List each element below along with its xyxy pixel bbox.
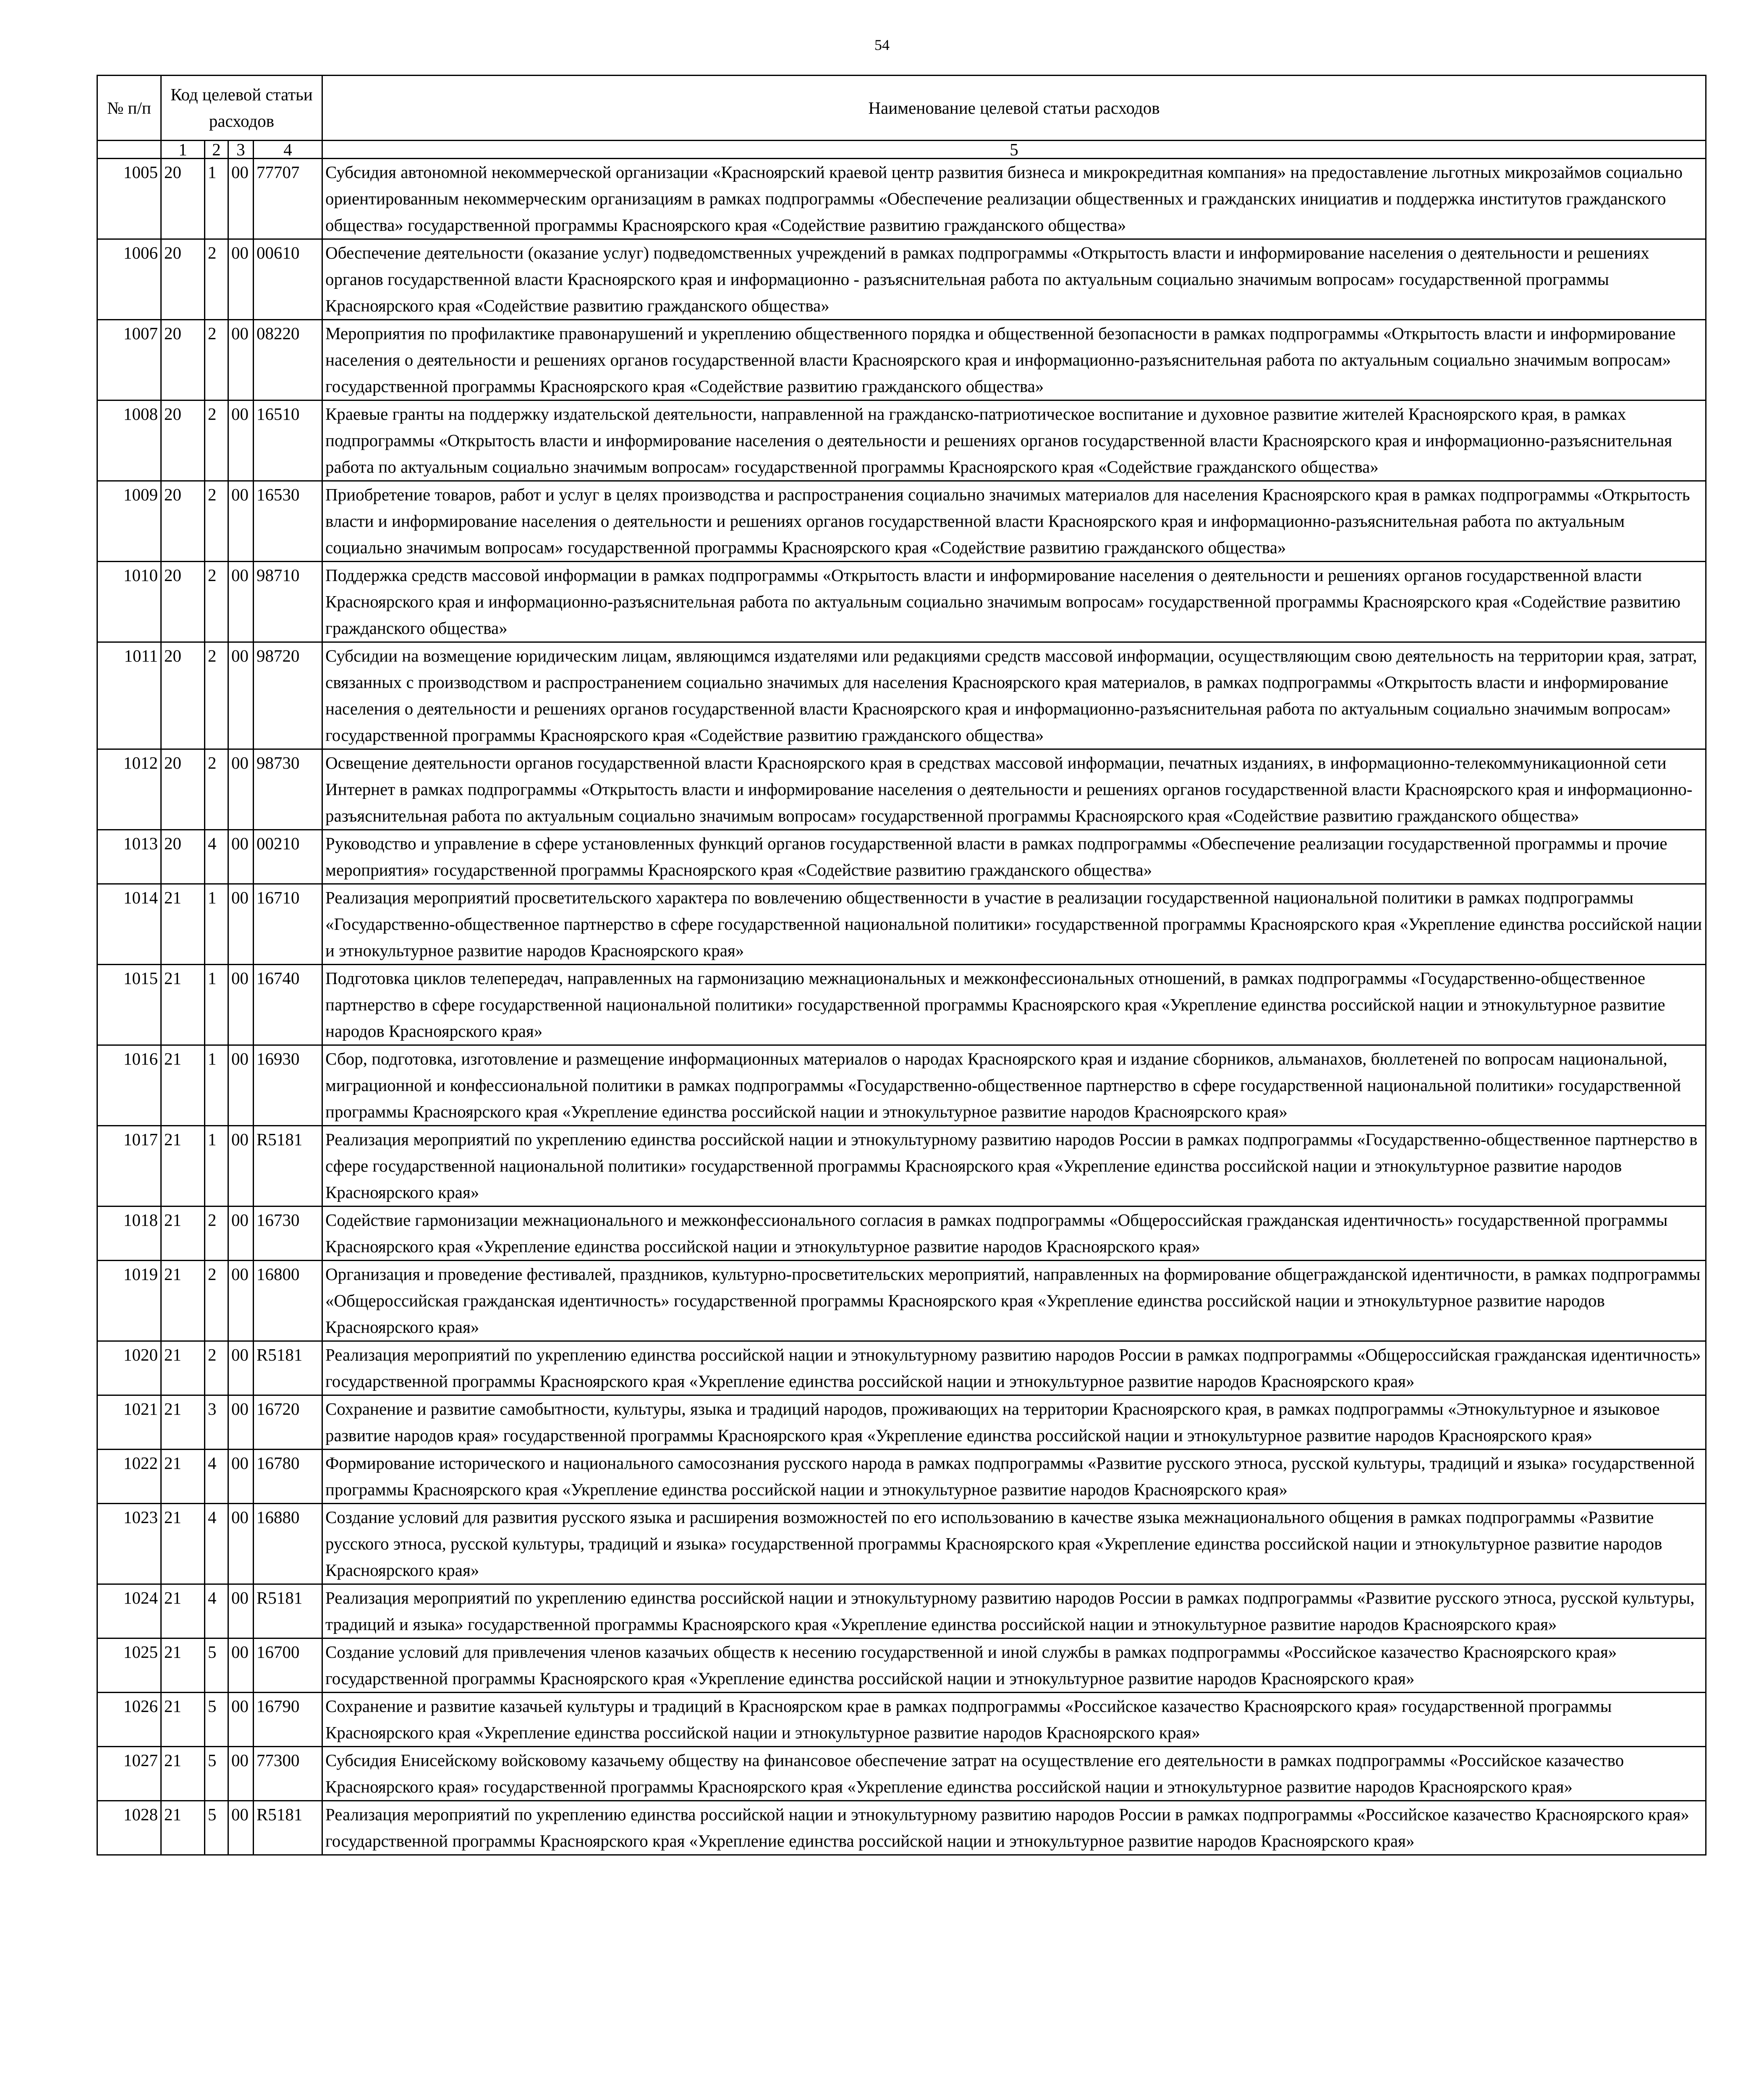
code-part-4: R5181 (254, 1341, 322, 1395)
row-number: 1005 (97, 159, 161, 239)
expense-name: Руководство и управление в сфере установленных функций органов государственной власти в рамках подпрограммы «Обеспечение реализации государственной программы и прочие мероприятия» государственной программы Красноярского края «Содействие развитию гражданского общества» (322, 830, 1706, 884)
code-part-2: 2 (205, 642, 228, 749)
code-part-1: 21 (161, 1693, 205, 1747)
expense-name: Содействие гармонизации межнационального и межконфессионального согласия в рамках подпрограммы «Общероссийская гражданская идентичность» государственной программы Красноярского края «Укрепление единства российской нации и этнокультурное развитие народов Красноярского края» (322, 1207, 1706, 1261)
row-number: 1010 (97, 562, 161, 642)
header-col-number-4: 4 (254, 141, 322, 159)
code-part-2: 2 (205, 562, 228, 642)
table-row (97, 1207, 1706, 1261)
code-part-2: 2 (205, 481, 228, 562)
code-part-3: 00 (228, 965, 254, 1045)
code-part-3: 00 (228, 1207, 254, 1261)
table-row (97, 1126, 1706, 1207)
row-number: 1018 (97, 1207, 161, 1261)
code-part-4: 16530 (254, 481, 322, 562)
code-part-2: 3 (205, 1395, 228, 1450)
table-row (97, 562, 1706, 642)
row-number: 1012 (97, 749, 161, 830)
code-part-1: 20 (161, 562, 205, 642)
code-part-4: 16740 (254, 965, 322, 1045)
code-part-3: 00 (228, 830, 254, 884)
code-part-2: 2 (205, 320, 228, 400)
table-row (97, 1261, 1706, 1341)
code-part-1: 21 (161, 965, 205, 1045)
table-row (97, 1450, 1706, 1504)
code-part-4: 98730 (254, 749, 322, 830)
code-part-1: 20 (161, 642, 205, 749)
code-part-2: 1 (205, 1045, 228, 1126)
row-number: 1026 (97, 1693, 161, 1747)
expense-name: Субсидия автономной некоммерческой организации «Красноярский краевой центр развития бизнеса и микрокредитная компания» на предоставление льготных микрозаймов социально ориентированным некоммерческим организациям в рамках подпрограммы «Обеспечение реализации общественных и гражданских инициатив и поддержка институтов гражданского общества» государственной программы Красноярского края «Содействие развитию гражданского общества» (322, 159, 1706, 239)
code-part-4: 16780 (254, 1450, 322, 1504)
code-part-4: 16720 (254, 1395, 322, 1450)
expense-name: Реализация мероприятий по укреплению единства российской нации и этнокультурному развитию народов России в рамках подпрограммы «Российское казачество Красноярского края» государственной программы Красноярского края «Укрепление единства российской нации и этнокультурное развитие народов Красноярского края» (322, 1801, 1706, 1855)
code-part-1: 21 (161, 1638, 205, 1693)
table-row (97, 1341, 1706, 1395)
expense-name: Мероприятия по профилактике правонарушений и укреплению общественного порядка и общественной безопасности в рамках подпрограммы «Открытость власти и информирование населения о деятельности и решениях органов государственной власти Красноярского края и информационно-разъяснительная работа по актуальным социально значимым вопросам» государственной программы Красноярского края «Содействие развитию гражданского общества» (322, 320, 1706, 400)
table-row (97, 830, 1706, 884)
table-row (97, 1801, 1706, 1855)
code-part-4: 16710 (254, 884, 322, 965)
header-expense-name: Наименование целевой статьи расходов (322, 76, 1706, 141)
code-part-3: 00 (228, 1341, 254, 1395)
table-row (97, 320, 1706, 400)
expense-name: Формирование исторического и национального самосознания русского народа в рамках подпрограммы «Развитие русского этноса, русской культуры, традиций и языка» государственной программы Красноярского края «Укрепление единства российской нации и этнокультурное развитие народов Красноярского края» (322, 1450, 1706, 1504)
table-row (97, 1638, 1706, 1693)
table-row (97, 1747, 1706, 1801)
expense-name: Создание условий для привлечения членов казачьих обществ к несению государственной и иной службы в рамках подпрограммы «Российское казачество Красноярского края» государственной программы Красноярского края «Укрепление единства российской нации и этнокультурное развитие народов Красноярского края» (322, 1638, 1706, 1693)
code-part-4: 16930 (254, 1045, 322, 1126)
code-part-1: 20 (161, 400, 205, 481)
row-number: 1014 (97, 884, 161, 965)
code-part-2: 5 (205, 1801, 228, 1855)
code-part-3: 00 (228, 400, 254, 481)
row-number: 1006 (97, 239, 161, 320)
row-number: 1020 (97, 1341, 161, 1395)
row-number: 1007 (97, 320, 161, 400)
header-col-number-3: 3 (228, 141, 254, 159)
code-part-1: 21 (161, 1045, 205, 1126)
table-row (97, 1693, 1706, 1747)
row-number: 1022 (97, 1450, 161, 1504)
code-part-3: 00 (228, 1584, 254, 1638)
code-part-2: 2 (205, 400, 228, 481)
row-number: 1013 (97, 830, 161, 884)
code-part-1: 21 (161, 1450, 205, 1504)
row-number: 1009 (97, 481, 161, 562)
target-expense-table (97, 75, 1706, 1856)
code-part-3: 00 (228, 1693, 254, 1747)
row-number: 1011 (97, 642, 161, 749)
code-part-3: 00 (228, 1638, 254, 1693)
expense-name: Освещение деятельности органов государственной власти Красноярского края в средствах массовой информации, печатных изданиях, в информационно-телекоммуникационной сети Интернет в рамках подпрограммы «Открытость власти и информирование населения о деятельности и решениях органов государственной власти Красноярского края и информационно-разъяснительная работа по актуальным социально значимым вопросам» государственной программы Красноярского края «Содействие развитию гражданского общества» (322, 749, 1706, 830)
code-part-1: 20 (161, 239, 205, 320)
code-part-4: 16790 (254, 1693, 322, 1747)
expense-name: Приобретение товаров, работ и услуг в целях производства и распространения социально значимых материалов для населения Красноярского края в рамках подпрограммы «Открытость власти и информирование населения о деятельности и решениях органов государственной власти Красноярского края и информационно-разъяснительная работа по актуальным социально значимым вопросам» государственной программы Красноярского края «Содействие развитию гражданского общества» (322, 481, 1706, 562)
code-part-4: 08220 (254, 320, 322, 400)
expense-name: Сохранение и развитие казачьей культуры и традиций в Красноярском крае в рамках подпрограммы «Российское казачество Красноярского края» государственной программы Красноярского края «Укрепление единства российской нации и этнокультурное развитие народов Красноярского края» (322, 1693, 1706, 1747)
code-part-3: 00 (228, 1126, 254, 1207)
code-part-4: 00610 (254, 239, 322, 320)
code-part-4: 77300 (254, 1747, 322, 1801)
row-number: 1024 (97, 1584, 161, 1638)
code-part-2: 5 (205, 1693, 228, 1747)
table-row (97, 965, 1706, 1045)
code-part-4: R5181 (254, 1801, 322, 1855)
code-part-4: 98720 (254, 642, 322, 749)
code-part-1: 20 (161, 320, 205, 400)
code-part-2: 1 (205, 159, 228, 239)
page-number: 54 (874, 37, 890, 53)
code-part-3: 00 (228, 481, 254, 562)
code-part-1: 21 (161, 1801, 205, 1855)
row-number: 1028 (97, 1801, 161, 1855)
table-row (97, 159, 1706, 239)
expense-name: Реализация мероприятий по укреплению единства российской нации и этнокультурному развитию народов России в рамках подпрограммы «Развитие русского этноса, русской культуры, традиций и языка» государственной программы Красноярского края «Укрепление единства российской нации и этнокультурное развитие народов Красноярского края» (322, 1584, 1706, 1638)
code-part-2: 4 (205, 830, 228, 884)
row-number: 1019 (97, 1261, 161, 1341)
code-part-3: 00 (228, 642, 254, 749)
table-row (97, 642, 1706, 749)
table-row (97, 400, 1706, 481)
code-part-2: 1 (205, 965, 228, 1045)
header-row-number: № п/п (97, 76, 161, 141)
expense-name: Субсидии на возмещение юридическим лицам, являющимся издателями или редакциями средств массовой информации, осуществляющим свою деятельность на территории края, затрат, связанных с производством и распространением социально значимых для населения Красноярского края материалов, в рамках подпрограммы «Открытость власти и информирование населения о деятельности и решениях органов государственной власти Красноярского края и информационно-разъяснительная работа по актуальным социально значимым вопросам» государственной программы Красноярского края «Содействие развитию гражданского общества» (322, 642, 1706, 749)
code-part-3: 00 (228, 1747, 254, 1801)
code-part-4: 77707 (254, 159, 322, 239)
header-col-number-2: 2 (205, 141, 228, 159)
code-part-2: 2 (205, 1341, 228, 1395)
expense-name: Подготовка циклов телепередач, направленных на гармонизацию межнациональных и межконфессиональных отношений, в рамках подпрограммы «Государственно-общественное партнерство в сфере государственной национальной политики» государственной программы Красноярского края «Укрепление единства российской нации и этнокультурное развитие народов Красноярского края» (322, 965, 1706, 1045)
code-part-3: 00 (228, 884, 254, 965)
expense-name: Краевые гранты на поддержку издательской деятельности, направленной на гражданско-патриотическое воспитание и духовное развитие жителей Красноярского края, в рамках подпрограммы «Открытость власти и информирование населения о деятельности и решениях органов государственной власти Красноярского края и информационно-разъяснительная работа по актуальным социально значимым вопросам» государственной программы Красноярского края «Содействие гражданского общества» (322, 400, 1706, 481)
table-row (97, 1045, 1706, 1126)
code-part-3: 00 (228, 1450, 254, 1504)
code-part-4: 16700 (254, 1638, 322, 1693)
row-number: 1021 (97, 1395, 161, 1450)
code-part-3: 00 (228, 1045, 254, 1126)
expense-name: Сохранение и развитие самобытности, культуры, языка и традиций народов, проживающих на территории Красноярского края, в рамках подпрограммы «Этнокультурное и языковое развитие народов края» государственной программы Красноярского края «Укрепление единства российской нации и этнокультурное развитие народов Красноярского края» (322, 1395, 1706, 1450)
table-row (97, 749, 1706, 830)
code-part-3: 00 (228, 1801, 254, 1855)
code-part-1: 20 (161, 830, 205, 884)
row-number: 1015 (97, 965, 161, 1045)
row-number: 1008 (97, 400, 161, 481)
code-part-2: 5 (205, 1638, 228, 1693)
header-col-number-5: 5 (322, 141, 1706, 159)
table-row (97, 1584, 1706, 1638)
header-col-number-blank (97, 141, 161, 159)
code-part-2: 1 (205, 1126, 228, 1207)
expense-name: Сбор, подготовка, изготовление и размещение информационных материалов о народах Красноярского края и издание сборников, альманахов, бюллетеней по вопросам национальной, миграционной и конфессиональной политики в рамках подпрограммы «Государственно-общественное партнерство в сфере государственной национальной политики» государственной программы Красноярского края «Укрепление единства российской нации и этнокультурное развитие народов Красноярского края» (322, 1045, 1706, 1126)
table-row (97, 1504, 1706, 1584)
row-number: 1023 (97, 1504, 161, 1584)
code-part-4: 16880 (254, 1504, 322, 1584)
table-row (97, 884, 1706, 965)
row-number: 1027 (97, 1747, 161, 1801)
expense-name: Субсидия Енисейскому войсковому казачьему обществу на финансовое обеспечение затрат на осуществление его деятельности в рамках подпрограммы «Российское казачество Красноярского края» государственной программы Красноярского края «Укрепление единства российской нации и этнокультурное развитие народов Красноярского края» (322, 1747, 1706, 1801)
code-part-3: 00 (228, 1261, 254, 1341)
code-part-2: 1 (205, 884, 228, 965)
code-part-2: 4 (205, 1450, 228, 1504)
code-part-1: 21 (161, 1584, 205, 1638)
expense-name: Реализация мероприятий просветительского характера по вовлечению общественности в участие в реализации государственной национальной политики в рамках подпрограммы «Государственно-общественное партнерство в сфере государственной национальной политики» государственной программы Красноярского края «Укрепление единства российской нации и этнокультурное развитие народов Красноярского края» (322, 884, 1706, 965)
table-row (97, 239, 1706, 320)
code-part-3: 00 (228, 749, 254, 830)
code-part-3: 00 (228, 562, 254, 642)
code-part-1: 20 (161, 159, 205, 239)
code-part-2: 2 (205, 1207, 228, 1261)
code-part-1: 20 (161, 481, 205, 562)
header-col-number-1: 1 (161, 141, 205, 159)
code-part-2: 2 (205, 239, 228, 320)
code-part-1: 20 (161, 749, 205, 830)
expense-name: Обеспечение деятельности (оказание услуг) подведомственных учреждений в рамках подпрограммы «Открытость власти и информирование населения о деятельности и решениях органов государственной власти Красноярского края и информационно - разъяснительная работа по актуальным социально значимым вопросам» государственной программы Красноярского края «Содействие развитию гражданского общества» (322, 239, 1706, 320)
code-part-1: 21 (161, 1504, 205, 1584)
code-part-2: 4 (205, 1584, 228, 1638)
code-part-1: 21 (161, 1395, 205, 1450)
code-part-4: 16510 (254, 400, 322, 481)
row-number: 1025 (97, 1638, 161, 1693)
row-number: 1017 (97, 1126, 161, 1207)
code-part-1: 21 (161, 884, 205, 965)
row-number: 1016 (97, 1045, 161, 1126)
code-part-4: 16800 (254, 1261, 322, 1341)
code-part-4: 98710 (254, 562, 322, 642)
header-expense-code: Код целевой статьи расходов (161, 76, 322, 141)
expense-name: Создание условий для развития русского языка и расширения возможностей по его использованию в качестве языка межнационального общения в рамках подпрограммы «Развитие русского этноса, русской культуры, традиций и языка» государственной программы Красноярского края «Укрепление единства российской нации и этнокультурное развитие народов Красноярского края» (322, 1504, 1706, 1584)
code-part-3: 00 (228, 320, 254, 400)
table-row (97, 1395, 1706, 1450)
code-part-3: 00 (228, 159, 254, 239)
expense-name: Реализация мероприятий по укреплению единства российской нации и этнокультурному развитию народов России в рамках подпрограммы «Государственно-общественное партнерство в сфере государственной национальной политики» государственной программы Красноярского края «Укрепление единства российской нации и этнокультурное развитие народов Красноярского края» (322, 1126, 1706, 1207)
code-part-1: 21 (161, 1261, 205, 1341)
code-part-4: R5181 (254, 1584, 322, 1638)
code-part-4: 16730 (254, 1207, 322, 1261)
code-part-3: 00 (228, 1395, 254, 1450)
code-part-1: 21 (161, 1207, 205, 1261)
code-part-3: 00 (228, 239, 254, 320)
code-part-1: 21 (161, 1126, 205, 1207)
code-part-1: 21 (161, 1341, 205, 1395)
code-part-2: 2 (205, 749, 228, 830)
code-part-4: 00210 (254, 830, 322, 884)
table-row (97, 481, 1706, 562)
code-part-2: 5 (205, 1747, 228, 1801)
code-part-2: 4 (205, 1504, 228, 1584)
expense-name: Организация и проведение фестивалей, праздников, культурно-просветительских мероприятий, направленных на формирование общегражданской идентичности, в рамках подпрограммы «Общероссийская гражданская идентичность» государственной программы Красноярского края «Укрепление единства российской нации и этнокультурное развитие народов Красноярского края» (322, 1261, 1706, 1341)
expense-name: Реализация мероприятий по укреплению единства российской нации и этнокультурному развитию народов России в рамках подпрограммы «Общероссийская гражданская идентичность» государственной программы Красноярского края «Укрепление единства российской нации и этнокультурное развитие народов Красноярского края» (322, 1341, 1706, 1395)
code-part-1: 21 (161, 1747, 205, 1801)
code-part-2: 2 (205, 1261, 228, 1341)
code-part-4: R5181 (254, 1126, 322, 1207)
expense-name: Поддержка средств массовой информации в рамках подпрограммы «Открытость власти и информирование населения о деятельности и решениях органов государственной власти Красноярского края и информационно-разъяснительная работа по актуальным социально значимым вопросам» государственной программы Красноярского края «Содействие развитию гражданского общества» (322, 562, 1706, 642)
code-part-3: 00 (228, 1504, 254, 1584)
